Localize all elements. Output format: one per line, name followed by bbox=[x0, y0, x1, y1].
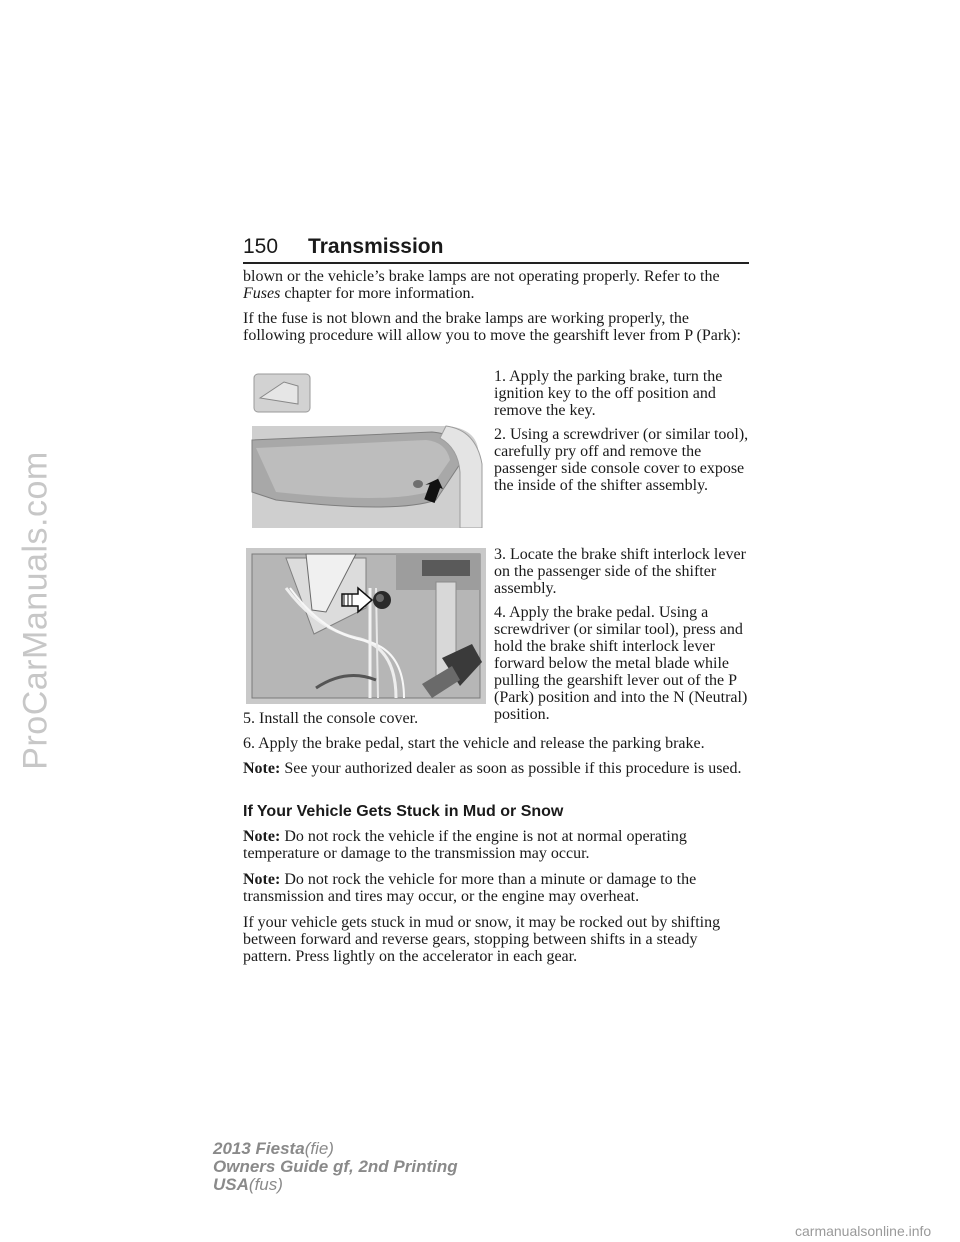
step-3: 3. Locate the brake shift interlock lever on the passenger side of the shifter assembly. bbox=[494, 546, 746, 597]
chapter-title: Transmission bbox=[308, 235, 444, 258]
step-2: 2. Using a screwdriver (or similar tool), carefully pry off and remove the passenger side console cover to expose the inside of the shifter assembly. bbox=[494, 426, 749, 494]
section-heading: If Your Vehicle Gets Stuck in Mud or Snow bbox=[243, 803, 564, 820]
shifter-interlock-illustration bbox=[246, 548, 486, 704]
paragraph-rocking: If your vehicle gets stuck in mud or snow, it may be rocked out by shifting between forward and reverse gears, stopping between shifts in a steady pattern. Press lightly on the accelerator in each gear. bbox=[243, 914, 721, 965]
note-rock-duration: Note: Do not rock the vehicle for more than a minute or damage to the transmission and tires may occur, or the engine may overheat. bbox=[243, 871, 697, 905]
note-dealer: Note: See your authorized dealer as soon as possible if this procedure is used. bbox=[243, 760, 742, 777]
note-engine-temp: Note: Do not rock the vehicle if the engine is not at normal operating temperature or damage to the transmission may occur. bbox=[243, 828, 687, 862]
page-number: 150 bbox=[243, 235, 279, 258]
page-footer bbox=[213, 1140, 458, 1194]
paragraph-fuse-check: blown or the vehicle’s brake lamps are not operating properly. Refer to the Fuses chapter for more information. bbox=[243, 268, 720, 302]
step-6: 6. Apply the brake pedal, start the vehicle and release the parking brake. bbox=[243, 735, 705, 752]
paragraph-procedure-intro: If the fuse is not blown and the brake lamps are working properly, the following procedure will allow you to move the gearshift lever from P (Park): bbox=[243, 310, 741, 344]
note-label: Note: bbox=[243, 828, 281, 845]
console-cover-illustration bbox=[246, 368, 486, 528]
footer-line-guide: Owners Guide gf, 2nd Printing bbox=[213, 1157, 458, 1176]
page-header bbox=[243, 230, 749, 264]
side-watermark-text: ProCarManuals.com bbox=[16, 450, 55, 770]
footer-line-model: 2013 Fiesta(fie) bbox=[213, 1139, 334, 1158]
step-1: 1. Apply the parking brake, turn the ignition key to the off position and remove the key. bbox=[494, 368, 723, 419]
note-label: Note: bbox=[243, 871, 281, 888]
site-watermark: carmanualsonline.info bbox=[795, 1223, 932, 1239]
footer-line-region: USA(fus) bbox=[213, 1175, 283, 1194]
step-4: 4. Apply the brake pedal. Using a screwdriver (or similar tool), press and hold the brake shift interlock lever forward below the metal blade while pulling the gearshift lever out of the P (Park) position and into the N (Neutral) position. bbox=[494, 604, 748, 723]
step-5: 5. Install the console cover. bbox=[243, 710, 419, 727]
note-label: Note: bbox=[243, 760, 281, 777]
side-watermark bbox=[8, 230, 64, 990]
fuses-chapter-ref: Fuses bbox=[243, 285, 281, 302]
